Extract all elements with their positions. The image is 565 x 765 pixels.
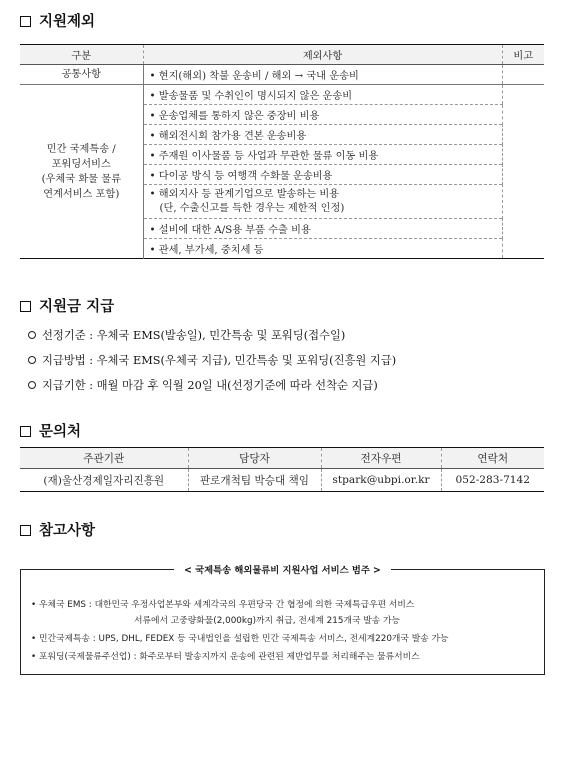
- category-line: 민간 국제특송 /: [46, 143, 116, 155]
- checkbox-square-icon: [20, 426, 31, 437]
- email-cell: stpark@ubpi.or.kr: [321, 469, 441, 492]
- section-title-payment: [20, 295, 114, 316]
- payment-line: [28, 352, 396, 368]
- section-title-text: 지원제외: [39, 14, 96, 30]
- checkbox-square-icon: [20, 301, 31, 312]
- exclusion-item-multiline: [143, 185, 502, 219]
- category-common: 공통사항: [20, 65, 143, 85]
- circle-bullet-icon: [28, 381, 36, 389]
- payment-text: 선정기준 : 우체국 EMS(발송일), 민간특송 및 포워딩(접수일): [42, 329, 346, 342]
- reference-box-header: [20, 562, 545, 576]
- payment-line: [28, 377, 378, 393]
- category-courier: [20, 85, 143, 259]
- header-email: 전자우편: [321, 448, 441, 469]
- phone-cell: 052-283-7142: [441, 469, 544, 492]
- reference-line: • 포워딩(국제물류주선업) : 화주로부터 발송지까지 운송에 관련된 제반업무를 처리해주는 물류서비스: [31, 652, 420, 662]
- table-row: [20, 85, 544, 105]
- checkbox-square-icon: [20, 525, 31, 536]
- section-title-contact: [20, 420, 81, 441]
- reference-title: [20, 562, 545, 576]
- remarks-cell: [502, 85, 544, 259]
- payment-text: 지급기한 : 매월 마감 후 익월 20일 내(선정기준에 따라 선착순 지급): [42, 379, 378, 392]
- exclusion-item-subline: (단, 수출신고를 득한 경우는 제한적 인정): [159, 202, 345, 214]
- header-organization: 주관기관: [20, 448, 188, 469]
- exclusion-item: • 해외전시회 참가용 견본 운송비용: [143, 125, 502, 145]
- section-title-text: 문의처: [39, 424, 82, 440]
- manager-cell: 판로개척팀 박승대 책임: [188, 469, 321, 492]
- payment-line: [28, 327, 345, 343]
- remarks-cell: [502, 65, 544, 85]
- payment-text: 지급방법 : 우체국 EMS(우체국 지급), 민간특송 및 포워딩(진흥원 지급): [42, 354, 397, 367]
- section-title-text: 지원금 지급: [39, 299, 115, 315]
- header-manager: 담당자: [188, 448, 321, 469]
- reference-box: [20, 570, 545, 675]
- table-row: [20, 469, 544, 492]
- exclusion-table: [20, 44, 544, 259]
- reference-line: • 우체국 EMS : 대한민국 우정사업본부와 세계각국의 우편당국 간 협정에 의한 국제특급우편 서비스: [31, 600, 415, 610]
- header-phone: 연락처: [441, 448, 544, 469]
- section-title-reference: [20, 519, 95, 540]
- organization-cell: (재)울산경제일자리진흥원: [43, 474, 165, 487]
- table-header-row: [20, 45, 544, 65]
- section-title-exclusion: [20, 10, 95, 31]
- contact-table: [20, 447, 544, 492]
- exclusion-item: • 설비에 대한 A/S용 부품 수출 비용: [143, 219, 502, 239]
- category-line: 연계서비스 포함): [43, 188, 120, 200]
- exclusion-item: • 발송물품 및 수취인이 명시되지 않은 운송비: [143, 85, 502, 105]
- header-exclusion: 제외사항: [143, 45, 502, 65]
- exclusion-item: • 관세, 부가세, 중치세 등: [143, 239, 502, 259]
- exclusion-item: • 다이공 방식 등 여행객 수화물 운송비용: [143, 165, 502, 185]
- table-header-row: [20, 448, 544, 469]
- reference-title-text: < 국제특송 해외물류비 지원사업 서비스 범주 >: [174, 565, 391, 576]
- exclusion-item: • 현지(해외) 착불 운송비 / 해외 → 국내 운송비: [143, 65, 502, 85]
- category-line: (우체국 화물 물류: [41, 173, 121, 185]
- circle-bullet-icon: [28, 356, 36, 364]
- reference-line: • 민간국제특송 : UPS, DHL, FEDEX 등 국내법인을 설립한 민간 국제특송 서비스, 전세계220개국 발송 가능: [31, 634, 449, 644]
- exclusion-item: • 주재원 이사물품 등 사업과 무관한 물류 이동 비용: [143, 145, 502, 165]
- reference-subline: 서류에서 고중량화물(2,000kg)까지 취급, 전세계 215개국 발송 가능: [134, 616, 401, 626]
- exclusion-item-line: • 해외지사 등 관계기업으로 발송하는 비용: [149, 188, 339, 200]
- checkbox-square-icon: [20, 16, 31, 27]
- circle-bullet-icon: [28, 331, 36, 339]
- header-category: 구분: [20, 45, 143, 65]
- exclusion-item: • 운송업체를 통하지 않은 중장비 비용: [143, 105, 502, 125]
- table-row: [20, 65, 544, 85]
- header-remarks: 비고: [502, 45, 544, 65]
- category-line: 포워딩서비스: [51, 158, 111, 170]
- section-title-text: 참고사항: [39, 523, 96, 539]
